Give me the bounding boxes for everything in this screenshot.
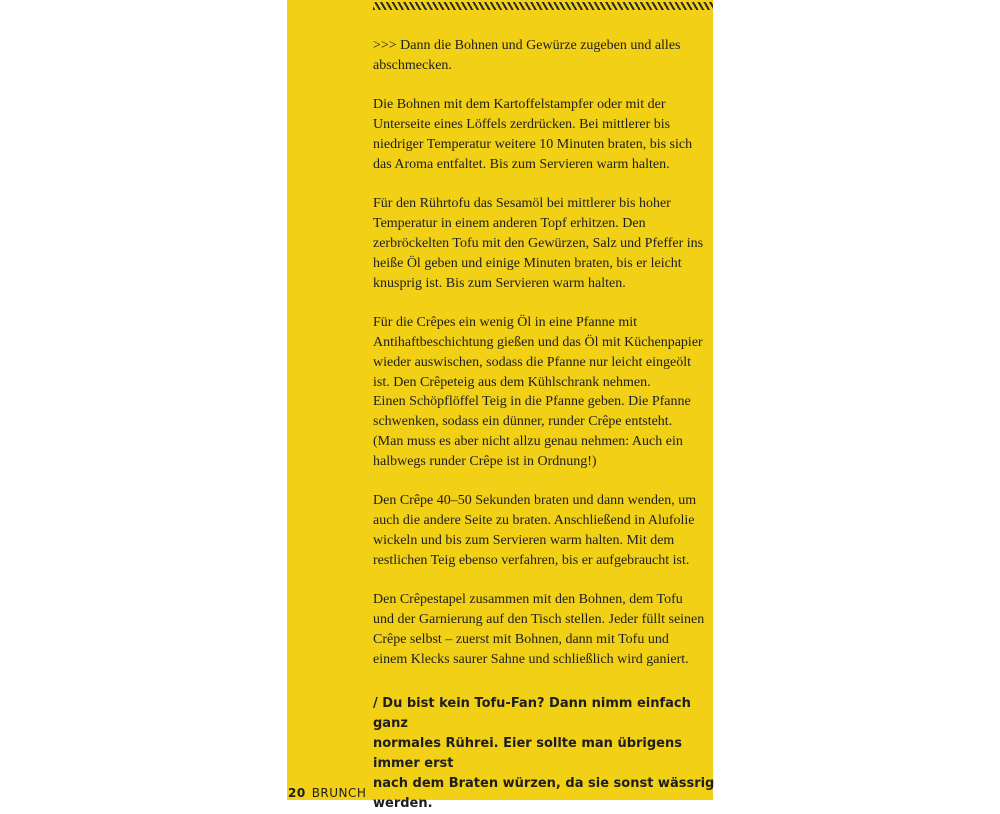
paragraph: Den Crêpe 40–50 Sekunden braten und dann wenden, um auch die andere Seite zu braten. Anschließend in Alufolie wickeln und bis zum Servieren warm halten. Mit dem restlichen Teig ebenso verfahren, bis er aufgebraucht ist.: [373, 493, 697, 568]
page: [287, 0, 715, 811]
paragraph: Die Bohnen mit dem Kartoffelstampfer oder mit der Unterseite eines Löffels zerdrücken. Bei mittlerer bis niedriger Temperatur weitere 10 Minuten braten, bis sich das Aroma entfaltet. Bis zum Servieren warm halten.: [373, 97, 693, 172]
paragraph: Für den Rührtofu das Sesamöl bei mittlerer bis hoher Temperatur in einem anderen Topf erhitzen. Den zerbröckelten Tofu mit den Gewürzen, Salz und Pfeffer ins heiße Öl geben und einige Minuten braten, bis er leicht knusprig ist. Bis zum Servieren warm halten.: [373, 196, 704, 291]
page-footer: [288, 786, 366, 800]
section-label: BRUNCH: [311, 786, 367, 800]
hatched-divider: [373, 2, 713, 10]
tip-note: / Du bist kein Tofu-Fan? Dann nimm einfach ganz normales Rührei. Eier sollte man übrigens immer erst nach dem Braten würzen, da sie sonst wässrig werden.: [373, 696, 715, 811]
page-number: 20: [288, 786, 306, 800]
paragraph: Den Crêpestapel zusammen mit den Bohnen, dem Tofu und der Garnierung auf den Tisch stellen. Jeder füllt seinen Crêpe selbst – zuerst mit Bohnen, dann mit Tofu und einem Klecks saurer Sahne und schließlich wird ganiert.: [373, 592, 705, 667]
paragraph: >>> Dann die Bohnen und Gewürze zugeben und alles abschmecken.: [373, 38, 681, 73]
paragraph: Für die Crêpes ein wenig Öl in eine Pfanne mit Antihaftbeschichtung gießen und das Öl mit Küchenpapier wieder auswischen, sodass die Pfanne nur leicht eingeölt ist. Den Crêpeteig aus dem Kühlschrank nehmen. Einen Schöpflöffel Teig in die Pfanne geben. Die Pfanne schwenken, sodass ein dünner, runder Crêpe entsteht. (Man muss es aber nicht allzu genau nehmen: Auch ein halbwegs runder Crêpe ist in Ordnung!): [373, 315, 703, 469]
recipe-instructions: [373, 36, 718, 689]
